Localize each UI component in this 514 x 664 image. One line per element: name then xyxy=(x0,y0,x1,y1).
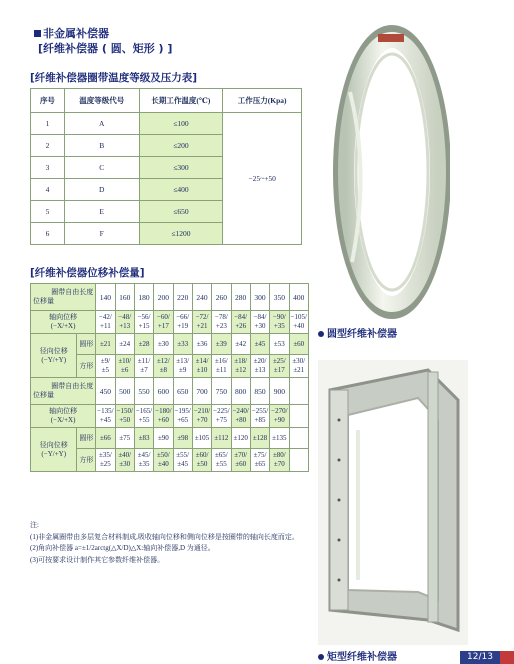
temperature-table xyxy=(30,88,302,245)
section-subtitle: [纤维补偿器 ( 圆、矩形 ) ] xyxy=(38,42,173,55)
axial-value-bottom: +85 xyxy=(254,416,266,424)
axial-cell xyxy=(96,311,115,334)
empty-cell xyxy=(289,405,309,428)
round-label: 圆形 xyxy=(77,334,96,355)
round-cell: ±90 xyxy=(154,428,173,449)
axial-cell xyxy=(231,311,250,334)
square-value-top: ±50/ xyxy=(156,451,170,459)
axial-cell xyxy=(289,311,309,334)
cell-temp: ≤300 xyxy=(139,157,223,179)
round-cell: ±53 xyxy=(270,334,289,355)
length-cell: 700 xyxy=(192,378,211,405)
square-value-bottom: ±12 xyxy=(235,366,247,374)
round-cell: ±112 xyxy=(212,428,231,449)
axial-cell xyxy=(154,405,173,428)
length-cell: 240 xyxy=(192,284,211,311)
axial-cell xyxy=(250,311,269,334)
square-value-top: ±14/ xyxy=(195,357,209,365)
square-value-top: ±16/ xyxy=(214,357,228,365)
caption-rect: 矩型纤维补偿器 xyxy=(318,648,397,663)
length-cell: 600 xyxy=(154,378,173,405)
cell-pressure: −25~+50 xyxy=(223,113,302,245)
square-cell xyxy=(250,355,269,378)
note-3: (3)可按要求设计制作其它参数纤维补偿器。 xyxy=(30,555,165,564)
cell-code: A xyxy=(64,113,139,135)
round-compensator-photo xyxy=(330,22,450,322)
square-cell xyxy=(96,449,115,472)
square-value-bottom: ±35 xyxy=(138,460,150,468)
cell-temp: ≤200 xyxy=(139,135,223,157)
axial-value-top: −150/ xyxy=(116,407,133,415)
square-value-top: ±13/ xyxy=(176,357,190,365)
cell-no: 6 xyxy=(31,223,65,245)
axial-value-top: −195/ xyxy=(174,407,191,415)
notes-title: 注: xyxy=(30,521,39,529)
length-row xyxy=(31,284,309,311)
diag-bottom-label: 位移量 xyxy=(33,391,54,399)
square-value-top: ±30/ xyxy=(292,357,306,365)
axial-value-bottom: +90 xyxy=(273,416,285,424)
header-pressure: 工作压力(Kpa) xyxy=(223,89,302,113)
round-cell: ±21 xyxy=(96,334,115,355)
axial-value-bottom: +45 xyxy=(99,416,111,424)
square-label: 方形 xyxy=(77,449,96,472)
length-cell: 800 xyxy=(231,378,250,405)
square-value-top: ±45/ xyxy=(137,451,151,459)
square-value-bottom: ±6 xyxy=(121,366,129,374)
length-cell: 220 xyxy=(173,284,192,311)
axial-value-top: −60/ xyxy=(156,313,170,321)
cell-no: 3 xyxy=(31,157,65,179)
axial-label-cell xyxy=(31,311,96,334)
radial-sub: (−Y/+Y) xyxy=(41,449,67,458)
axial-value-top: −90/ xyxy=(272,313,286,321)
axial-cell xyxy=(96,405,115,428)
radial-label-cell xyxy=(31,334,77,378)
axial-value-bottom: +11 xyxy=(100,322,111,330)
bullet-dot-icon xyxy=(318,654,324,660)
square-value-bottom: ±13 xyxy=(254,366,266,374)
round-cell: ±83 xyxy=(134,428,153,449)
axial-value-bottom: +50 xyxy=(119,416,131,424)
axial-value-top: −105/ xyxy=(290,313,307,321)
square-value-bottom: ±25 xyxy=(99,460,111,468)
square-value-top: ±9/ xyxy=(100,357,111,365)
note-1: (1)非金属圈带由多层复合材料制成,吸收轴向位移和侧向位移是按圈带的轴向长度而定。 xyxy=(30,532,299,541)
axial-value-bottom: +70 xyxy=(196,416,208,424)
axial-value-bottom: +21 xyxy=(196,322,208,330)
round-cell: ±36 xyxy=(192,334,211,355)
page-accent-bar xyxy=(500,651,514,664)
square-value-top: ±10/ xyxy=(118,357,132,365)
round-cell: ±28 xyxy=(134,334,153,355)
note-2: (2)角向补偿器 a=±1/2arctg(△X/D)△X:轴向补偿器,D 为通径。 xyxy=(30,544,215,552)
length-cell: 400 xyxy=(289,284,309,311)
round-cell: ±128 xyxy=(250,428,269,449)
cell-no: 1 xyxy=(31,113,65,135)
square-value-top: ±75/ xyxy=(253,451,267,459)
square-value-top: ±55/ xyxy=(176,451,190,459)
square-value-top: ±25/ xyxy=(272,357,286,365)
square-value-top: ±11/ xyxy=(137,357,151,365)
axial-row xyxy=(31,311,309,334)
square-value-bottom: ±40 xyxy=(157,460,169,468)
axial-value-bottom: +75 xyxy=(215,416,227,424)
axial-value-bottom: +13 xyxy=(119,322,131,330)
axial-value-bottom: +17 xyxy=(157,322,169,330)
axial-value-bottom: +40 xyxy=(293,322,305,330)
page-number: 12/13 xyxy=(460,651,500,664)
round-cell: ±24 xyxy=(115,334,134,355)
axial-cell xyxy=(212,405,231,428)
axial-value-top: −42/ xyxy=(98,313,112,321)
cell-temp: ≤650 xyxy=(139,201,223,223)
radial-round-row xyxy=(31,428,309,449)
diag-top-label: 圈带自由长度 xyxy=(51,288,94,296)
round-label: 圆形 xyxy=(77,428,96,449)
axial-cell xyxy=(270,405,289,428)
axial-value-top: −255/ xyxy=(251,407,269,415)
length-cell: 280 xyxy=(231,284,250,311)
axial-value-bottom: +65 xyxy=(177,416,189,424)
square-value-top: ±70/ xyxy=(234,451,248,459)
square-cell xyxy=(154,449,173,472)
square-value-top: ±35/ xyxy=(98,451,112,459)
axial-value-bottom: +60 xyxy=(157,416,169,424)
round-cell: ±135 xyxy=(270,428,289,449)
table-header-row xyxy=(31,89,302,113)
empty-cell xyxy=(289,449,309,472)
axial-value-bottom: +23 xyxy=(215,322,227,330)
axial-value-top: −165/ xyxy=(135,407,153,415)
round-cell: ±60 xyxy=(289,334,309,355)
cell-code: D xyxy=(64,179,139,201)
axial-cell xyxy=(192,311,211,334)
rect-compensator-photo xyxy=(318,360,468,645)
square-cell xyxy=(212,355,231,378)
axial-value-top: −84/ xyxy=(253,313,267,321)
square-value-bottom: ±9 xyxy=(179,366,187,374)
axial-cell xyxy=(270,311,289,334)
length-cell: 260 xyxy=(212,284,231,311)
square-value-bottom: ±60 xyxy=(235,460,247,468)
round-cell: ±33 xyxy=(173,334,192,355)
header-temp: 长期工作温度(℃) xyxy=(139,89,223,113)
axial-label: 轴向位移 xyxy=(49,407,78,415)
axial-cell xyxy=(192,405,211,428)
axial-value-top: −210/ xyxy=(193,407,211,415)
axial-value-bottom: +80 xyxy=(235,416,247,424)
square-cell xyxy=(134,355,153,378)
square-value-top: ±65/ xyxy=(214,451,228,459)
axial-value-top: −66/ xyxy=(176,313,190,321)
cell-no: 5 xyxy=(31,201,65,223)
square-value-top: ±60/ xyxy=(195,451,209,459)
square-value-top: ±40/ xyxy=(118,451,132,459)
radial-sub: (−Y/+Y) xyxy=(41,355,67,364)
square-cell xyxy=(231,449,250,472)
axial-cell xyxy=(250,405,269,428)
length-cell: 750 xyxy=(212,378,231,405)
length-cell: 350 xyxy=(270,284,289,311)
round-cell: ±98 xyxy=(173,428,192,449)
square-value-top: ±20/ xyxy=(253,357,267,365)
round-cell: ±66 xyxy=(96,428,115,449)
square-value-bottom: ±50 xyxy=(196,460,208,468)
cell-code: F xyxy=(64,223,139,245)
axial-label: 轴向位移 xyxy=(49,313,78,321)
table2-title: [纤维补偿器位移补偿量] xyxy=(30,267,145,279)
square-cell xyxy=(96,355,115,378)
axial-value-bottom: +55 xyxy=(138,416,150,424)
square-cell xyxy=(173,355,192,378)
round-cell: ±45 xyxy=(250,334,269,355)
length-cell: 650 xyxy=(173,378,192,405)
round-cell: ±75 xyxy=(115,428,134,449)
round-cell: ±39 xyxy=(212,334,231,355)
axial-cell xyxy=(134,405,153,428)
axial-cell xyxy=(173,311,192,334)
square-cell xyxy=(250,449,269,472)
square-cell xyxy=(115,355,134,378)
square-cell xyxy=(134,449,153,472)
axial-cell xyxy=(115,311,134,334)
length-cell: 450 xyxy=(96,378,115,405)
axial-label-cell xyxy=(31,405,96,428)
square-cell xyxy=(289,355,309,378)
axial-value-top: −72/ xyxy=(195,313,209,321)
axial-cell xyxy=(231,405,250,428)
axial-value-top: −78/ xyxy=(214,313,228,321)
empty-cell xyxy=(289,378,309,405)
round-cell: ±120 xyxy=(231,428,250,449)
axial-row xyxy=(31,405,309,428)
round-cell: ±105 xyxy=(192,428,211,449)
diag-header-cell xyxy=(31,378,96,405)
table-row xyxy=(31,113,302,135)
square-value-bottom: ±17 xyxy=(273,366,285,374)
axial-value-top: −84/ xyxy=(234,313,248,321)
length-cell: 160 xyxy=(115,284,134,311)
section-title: 非金属补偿器 xyxy=(34,25,109,41)
square-value-bottom: ±11 xyxy=(216,366,227,374)
square-value-top: ±80/ xyxy=(272,451,286,459)
square-cell xyxy=(173,449,192,472)
displacement-table xyxy=(30,283,309,472)
square-cell xyxy=(270,449,289,472)
bullet-dot-icon xyxy=(318,331,324,337)
diag-top-label: 圈带自由长度 xyxy=(51,382,94,390)
length-cell: 200 xyxy=(154,284,173,311)
axial-cell xyxy=(212,311,231,334)
radial-round-row xyxy=(31,334,309,355)
square-value-bottom: ±65 xyxy=(254,460,266,468)
square-cell xyxy=(192,449,211,472)
round-cell: ±30 xyxy=(154,334,173,355)
square-value-bottom: ±55 xyxy=(215,460,227,468)
axial-value-bottom: +19 xyxy=(177,322,189,330)
axial-value-top: −270/ xyxy=(271,407,288,415)
square-value-top: ±18/ xyxy=(234,357,248,365)
square-value-bottom: ±70 xyxy=(273,460,285,468)
length-cell: 850 xyxy=(250,378,269,405)
header-no: 序号 xyxy=(31,89,65,113)
cell-temp: ≤400 xyxy=(139,179,223,201)
length-cell: 900 xyxy=(270,378,289,405)
length-row xyxy=(31,378,309,405)
axial-value-top: −240/ xyxy=(232,407,249,415)
radial-label: 径向位移 xyxy=(39,346,68,355)
square-cell xyxy=(115,449,134,472)
square-label: 方形 xyxy=(77,355,96,378)
axial-value-bottom: +15 xyxy=(138,322,150,330)
caption-round: 圆型纤维补偿器 xyxy=(318,325,397,340)
axial-value-bottom: +26 xyxy=(235,322,247,330)
square-value-bottom: ±10 xyxy=(196,366,208,374)
square-value-bottom: ±7 xyxy=(140,366,148,374)
axial-sub: (−X/+X) xyxy=(50,416,76,424)
axial-value-bottom: +30 xyxy=(254,322,266,330)
cell-no: 4 xyxy=(31,179,65,201)
cell-temp: ≤1200 xyxy=(139,223,223,245)
bullet-square-icon xyxy=(34,30,41,37)
length-cell: 550 xyxy=(134,378,153,405)
diag-header-cell xyxy=(31,284,96,311)
notes xyxy=(30,520,320,566)
axial-cell xyxy=(173,405,192,428)
axial-sub: (−X/+X) xyxy=(50,322,76,330)
length-cell: 180 xyxy=(134,284,153,311)
cell-code: E xyxy=(64,201,139,223)
axial-value-top: −48/ xyxy=(118,313,132,321)
cell-temp: ≤100 xyxy=(139,113,223,135)
axial-value-top: −225/ xyxy=(213,407,230,415)
round-cell: ±42 xyxy=(231,334,250,355)
square-cell xyxy=(270,355,289,378)
length-cell: 300 xyxy=(250,284,269,311)
square-value-bottom: ±21 xyxy=(293,366,305,374)
square-value-bottom: ±30 xyxy=(119,460,131,468)
table1-title: [纤维补偿器圈带温度等级及压力表] xyxy=(30,72,198,84)
cell-no: 2 xyxy=(31,135,65,157)
square-cell xyxy=(154,355,173,378)
length-cell: 500 xyxy=(115,378,134,405)
square-cell xyxy=(192,355,211,378)
axial-cell xyxy=(115,405,134,428)
square-value-bottom: ±5 xyxy=(101,366,110,374)
square-value-bottom: ±8 xyxy=(159,366,168,374)
axial-value-top: −180/ xyxy=(155,407,172,415)
cell-code: B xyxy=(64,135,139,157)
axial-value-top: −56/ xyxy=(137,313,151,321)
axial-value-bottom: +35 xyxy=(273,322,285,330)
empty-cell xyxy=(289,428,309,449)
diag-bottom-label: 位移量 xyxy=(33,297,54,305)
square-cell xyxy=(212,449,231,472)
axial-cell xyxy=(154,311,173,334)
axial-cell xyxy=(134,311,153,334)
axial-value-top: −135/ xyxy=(97,407,114,415)
radial-label-cell xyxy=(31,428,77,472)
square-cell xyxy=(231,355,250,378)
header-code: 温度等级代号 xyxy=(64,89,139,113)
cell-code: C xyxy=(64,157,139,179)
square-value-top: ±12/ xyxy=(156,357,170,365)
radial-label: 径向位移 xyxy=(39,440,68,449)
length-cell: 140 xyxy=(96,284,115,311)
square-value-bottom: ±45 xyxy=(177,460,189,468)
